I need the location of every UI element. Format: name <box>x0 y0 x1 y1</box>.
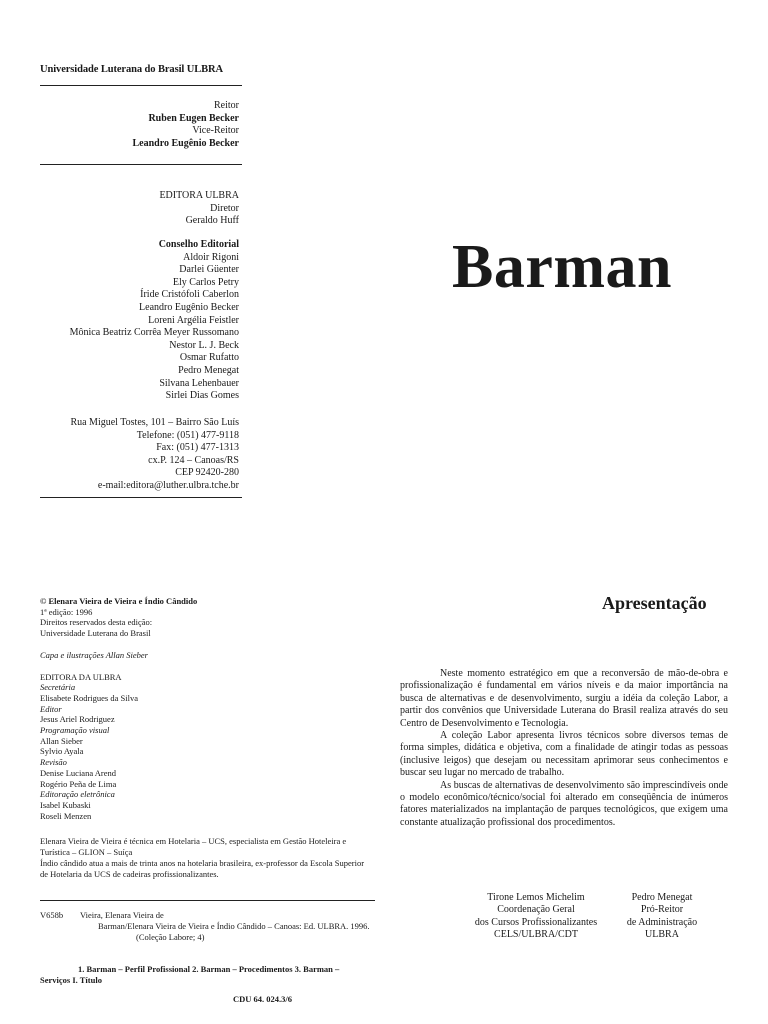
conselho-member: Pedro Menegat <box>178 364 239 376</box>
book-title: Barman <box>452 233 672 301</box>
address-block <box>70 417 239 493</box>
role-name: Sylvio Ayala <box>40 746 84 757</box>
role-name: Roseli Menzen <box>40 810 92 821</box>
role-label: Revisão <box>40 757 67 768</box>
apresentacao-paragraph: As buscas de alternativas de desenvolvimento são imprescindíveis onde o modelo econômico/técnico/social foi alterado em conseqüência de inúmeros fatores materializados na implantação de parques tecnológicos, que exigem uma constante atualização profissional dos procedimentos. <box>400 779 728 828</box>
author-bio-line: Elenara Vieira de Vieira é técnica em Hotelaria – UCS, especialista em Gestão Hoteleira e Turística – GLION – Suíça <box>40 836 347 857</box>
conselho-member: Silvana Lehenbauer <box>159 377 239 389</box>
address-street: Rua Miguel Tostes, 101 – Bairro São Luís <box>70 417 239 428</box>
address-cep: CEP 92420-280 <box>175 467 239 479</box>
catalog-cdu: CDU 64. 024.3/6 <box>233 994 293 1004</box>
role-name: Jesus Ariel Rodriguez <box>40 714 115 725</box>
reitor-label: Reitor <box>214 100 239 111</box>
signature-line: Pró-Reitor <box>640 904 684 916</box>
conselho-member: Sirlei Dias Gomes <box>165 390 239 402</box>
role-name: Isabel Kubaski <box>40 799 91 810</box>
signature-line: Pedro Menegat <box>631 892 693 903</box>
conselho-member: Leandro Eugênio Becker <box>139 301 239 313</box>
edition-line: 1ª edição: 1996 <box>40 606 93 617</box>
copyright-line: © Elenara Vieira de Vieira e Índio Cândido <box>40 596 198 606</box>
conselho-member: Íride Cristófoli Caberlon <box>140 289 239 301</box>
apresentacao-text <box>400 668 728 829</box>
diretor-name: Geraldo Huff <box>185 215 239 227</box>
catalog-line: (Coleção Labore; 4) <box>136 932 205 942</box>
signature-line: ULBRA <box>645 929 679 941</box>
conselho-member: Osmar Rufatto <box>179 352 239 364</box>
conselho-editorial <box>70 239 239 403</box>
signature-left <box>456 892 616 942</box>
conselho-heading: Conselho Editorial <box>158 239 239 250</box>
vice-reitor-name: Leandro Eugênio Becker <box>132 137 239 149</box>
role-label: Secretária <box>40 682 76 693</box>
apresentacao-heading: Apresentação <box>602 593 707 613</box>
rights-label: Direitos reservados desta edição: <box>40 617 153 628</box>
address-phone: Telefone: (051) 477-9118 <box>136 429 239 441</box>
conselho-member: Aldoir Rigoni <box>183 251 239 263</box>
signature-right <box>616 892 708 942</box>
author-bio-line: Índio cândido atua a mais de trinta anos na hotelaria brasileira, ex-professor da Escola Superior de Hotelaria da UCS de cadeiras profissionalizantes. <box>40 858 365 879</box>
catalog-subjects: 1. Barman – Perfil Profissional 2. Barman – Procedimentos 3. Barman – Serviços I. Título <box>40 964 340 985</box>
divider <box>40 164 242 165</box>
role-label: Programação visual <box>40 725 110 736</box>
conselho-member: Loreni Argélia Feistler <box>148 314 239 326</box>
address-po-box: cx.P. 124 – Canoas/RS <box>148 454 239 466</box>
role-name: Denise Luciana Arend <box>40 767 116 778</box>
role-label: Editor <box>40 703 62 714</box>
rights-holder: Universidade Luterana do Brasil <box>40 628 151 639</box>
university-name: Universidade Luterana do Brasil ULBRA <box>40 64 223 75</box>
conselho-member: Mônica Beatriz Corrêa Meyer Russomano <box>69 327 239 339</box>
reitor-name: Ruben Eugen Becker <box>148 112 239 124</box>
conselho-member: Darlei Güenter <box>179 264 239 276</box>
credits-block <box>40 596 380 821</box>
role-name: Elisabete Rodrigues da Silva <box>40 692 138 703</box>
cover-credit: Capa e ilustrações Allan Sieber <box>40 649 148 660</box>
signature-line: Coordenação Geral <box>497 904 575 916</box>
signature-line: Tirone Lemos Michelim <box>487 892 585 903</box>
editora-block <box>159 190 239 228</box>
catalog-code: V658b <box>40 910 64 920</box>
conselho-member: Nestor L. J. Beck <box>169 339 239 351</box>
divider <box>40 900 375 901</box>
vice-reitor-label: Vice-Reitor <box>192 125 239 137</box>
editora-credit: EDITORA DA ULBRA <box>40 671 122 682</box>
diretor-label: Diretor <box>210 202 239 214</box>
author-bio <box>40 836 368 880</box>
address-fax: Fax: (051) 477-1313 <box>156 442 239 454</box>
role-label: Editoração eletrônica <box>40 789 115 800</box>
reitoria-block <box>133 100 239 150</box>
catalog-body <box>80 910 375 943</box>
catalog-line: Barman/Elenara Vieira de Vieira e Índio Cândido – Canoas: Ed. ULBRA. 1996. <box>98 921 370 931</box>
apresentacao-paragraph: Neste momento estratégico em que a reconversão de mão-de-obra e profissionalização é fundamental em vários níveis e da maior importância na busca de alternativas e de desenvolvimento, surgiu a idéia da coleção Labor, a partir dos convênios que Universidade Luterana do Brasil realiza através do seu Centro de Desenvolvimento e Tecnologia. <box>400 668 728 729</box>
signature-line: CELS/ULBRA/CDT <box>494 929 578 941</box>
role-name: Rogério Peña de Lima <box>40 778 117 789</box>
divider <box>40 85 242 86</box>
signature-line: de Administração <box>626 916 698 928</box>
catalog-line: Vieira, Elenara Vieira de <box>80 910 164 920</box>
signature-line: dos Cursos Profissionalizantes <box>474 916 598 928</box>
divider <box>40 497 242 498</box>
address-email: e-mail:editora@luther.ulbra.tche.br <box>97 479 239 491</box>
role-name: Allan Sieber <box>40 735 83 746</box>
apresentacao-paragraph: A coleção Labor apresenta livros técnicos sobre diversos temas de forma simples, didática e objetiva, com a finalidade de atingir todas as pessoas (inclusive leigos) que desejam ou necessitam aprimorar seus conhecimentos e buscar seu lugar no mercado de trabalho. <box>400 730 728 779</box>
editora-name: EDITORA ULBRA <box>159 190 239 201</box>
conselho-member: Ely Carlos Petry <box>172 276 239 288</box>
